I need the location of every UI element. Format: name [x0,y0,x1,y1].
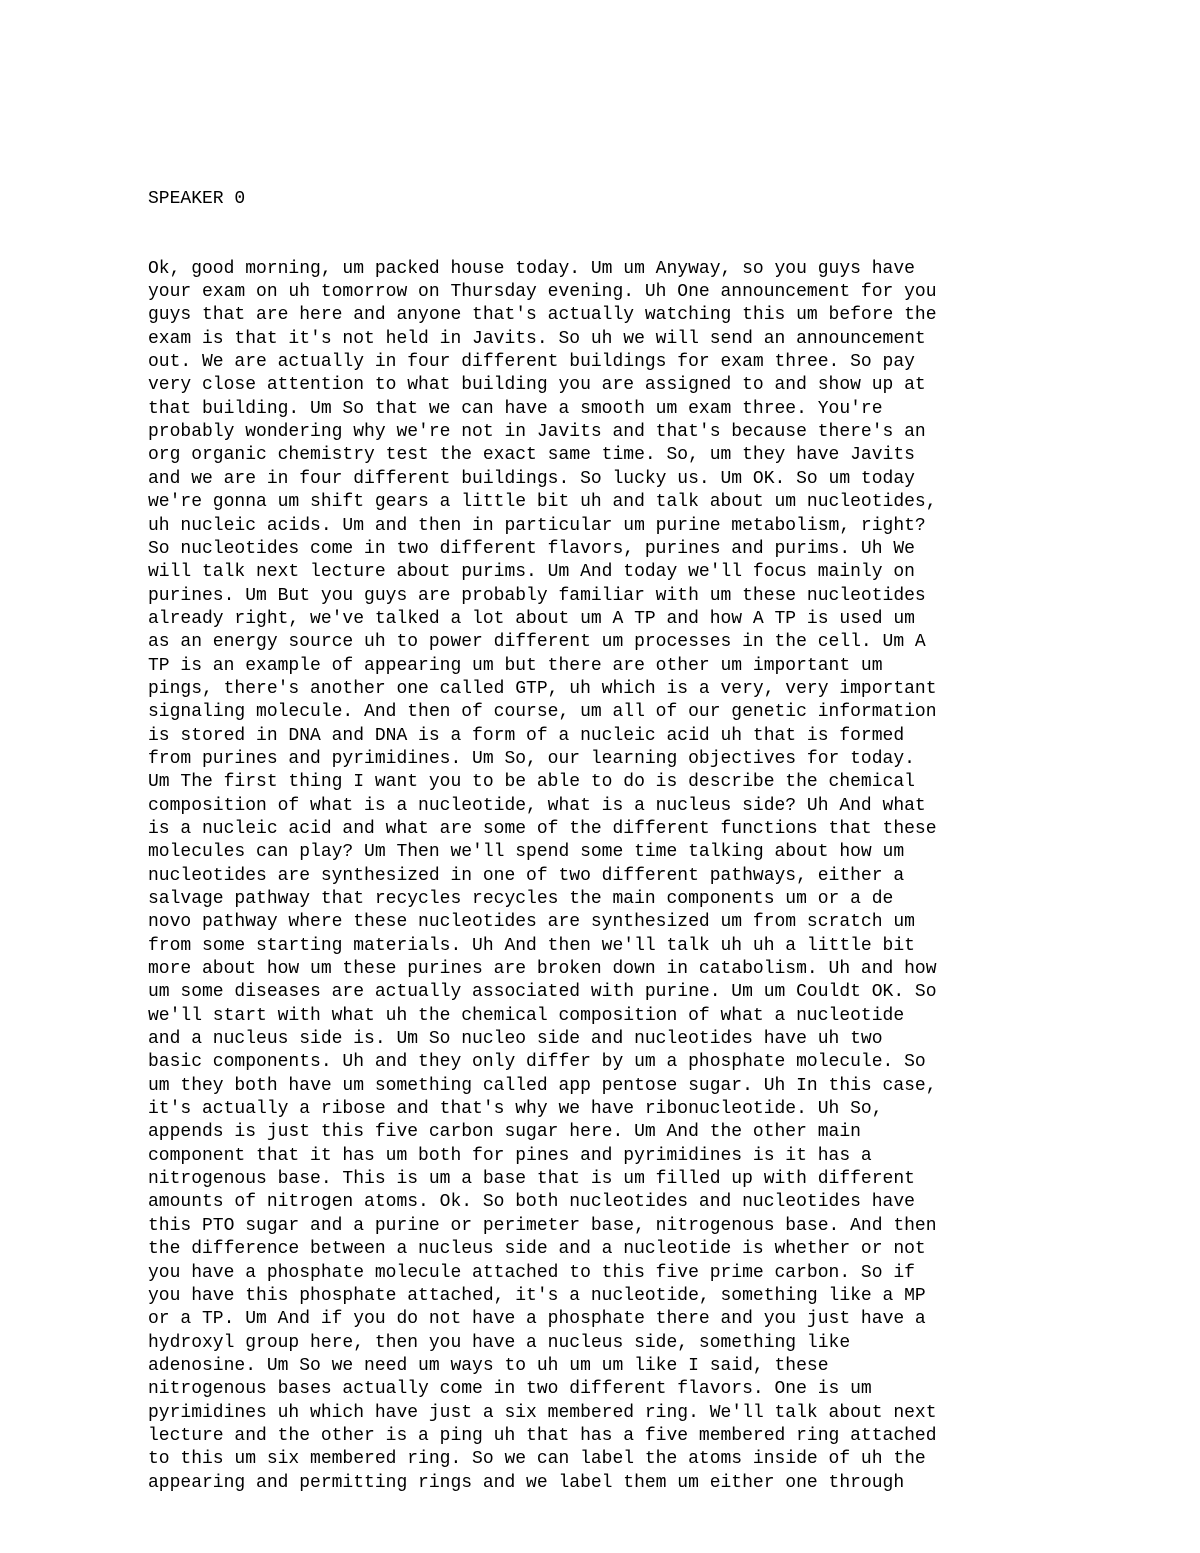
transcript-line: exam is that it's not held in Javits. So uh we will send an announcement [148,328,926,349]
transcript-line: nitrogenous bases actually come in two different flavors. One is um [148,1379,872,1400]
transcript-line: purines. Um But you guys are probably familiar with um these nucleotides [148,585,926,606]
transcript-line: out. We are actually in four different buildings for exam three. So pay [148,352,915,373]
transcript-line: component that it has um both for pines and pyrimidines is it has a [148,1145,872,1166]
transcript-line: the difference between a nucleus side and a nucleotide is whether or not [148,1239,926,1260]
transcript-line: org organic chemistry test the exact same time. So, um they have Javits [148,445,915,466]
transcript-line: from purines and pyrimidines. Um So, our learning objectives for today. [148,748,915,769]
transcript-lines [148,258,937,1495]
transcript-line: your exam on uh tomorrow on Thursday evening. Uh One announcement for you [148,282,937,303]
transcript-line: lecture and the other is a ping uh that has a five membered ring attached [148,1425,937,1446]
transcript-line: signaling molecule. And then of course, um all of our genetic information [148,702,937,723]
transcript-line: um some diseases are actually associated with purine. Um um Couldt OK. So [148,982,937,1003]
speaker-label: SPEAKER 0 [148,188,246,209]
transcript-line: more about how um these purines are broken down in catabolism. Uh and how [148,959,937,980]
transcript-line: molecules can play? Um Then we'll spend some time talking about how um [148,842,905,863]
transcript-line: we're gonna um shift gears a little bit uh and talk about um nucleotides, [148,492,937,513]
transcript-line: novo pathway where these nucleotides are synthesized um from scratch um [148,912,915,933]
transcript-line: as an energy source uh to power different um processes in the cell. Um A [148,632,926,653]
transcript-line: probably wondering why we're not in Javits and that's because there's an [148,422,926,443]
transcript-line: will talk next lecture about purims. Um And today we'll focus mainly on [148,562,915,583]
transcript-line: salvage pathway that recycles recycles the main components um or a de [148,889,894,909]
transcript-line: amounts of nitrogen atoms. Ok. So both nucleotides and nucleotides have [148,1192,915,1213]
transcript-line: or a TP. Um And if you do not have a phosphate there and you just have a [148,1309,926,1330]
transcript-line: that building. Um So that we can have a smooth um exam three. You're [148,398,883,419]
transcript-line: this PTO sugar and a purine or perimeter base, nitrogenous base. And then [148,1215,937,1236]
transcript-line: nitrogenous base. This is um a base that is um filled up with different [148,1169,915,1190]
transcript-line: nucleotides are synthesized in one of two different pathways, either a [148,865,905,886]
transcript-line: Um The first thing I want you to be able to do is describe the chemical [148,772,915,793]
transcript-line: and a nucleus side is. Um So nucleo side and nucleotides have uh two [148,1029,883,1050]
transcript-line: appearing and permitting rings and we label them um either one through [148,1472,905,1493]
transcript-line: appends is just this five carbon sugar here. Um And the other main [148,1122,861,1143]
transcript-line: and we are in four different buildings. So lucky us. Um OK. So um today [148,468,915,489]
transcript-line: to this um six membered ring. So we can label the atoms inside of uh the [148,1449,926,1470]
transcript-line: already right, we've talked a lot about um A TP and how A TP is used um [148,608,915,629]
transcript-line: it's actually a ribose and that's why we have ribonucleotide. Uh So, [148,1099,883,1120]
transcript-text [148,141,937,1542]
transcript-line: composition of what is a nucleotide, what is a nucleus side? Uh And what [148,795,926,816]
transcript-line: is stored in DNA and DNA is a form of a nucleic acid uh that is formed [148,725,905,746]
transcript-line: adenosine. Um So we need um ways to uh um um like I said, these [148,1355,829,1376]
transcript-line: Ok, good morning, um packed house today. Um um Anyway, so you guys have [148,258,915,279]
transcript-line: you have this phosphate attached, it's a nucleotide, something like a MP [148,1285,926,1306]
transcript-line: pyrimidines uh which have just a six membered ring. We'll talk about next [148,1402,937,1423]
transcript-line: from some starting materials. Uh And then we'll talk uh uh a little bit [148,935,915,956]
transcript-line: we'll start with what uh the chemical composition of what a nucleotide [148,1005,905,1026]
transcript-line: TP is an example of appearing um but there are other um important um [148,655,883,676]
transcript-line: basic components. Uh and they only differ by um a phosphate molecule. So [148,1052,926,1073]
transcript-line: is a nucleic acid and what are some of the different functions that these [148,818,937,839]
transcript-line: you have a phosphate molecule attached to this five prime carbon. So if [148,1262,915,1283]
transcript-line: pings, there's another one called GTP, uh which is a very, very important [148,678,937,699]
transcript-line: hydroxyl group here, then you have a nucleus side, something like [148,1332,851,1353]
transcript-line: guys that are here and anyone that's actually watching this um before the [148,305,937,326]
transcript-line: very close attention to what building you are assigned to and show up at [148,375,926,396]
transcript-line: So nucleotides come in two different flavors, purines and purims. Uh We [148,538,915,559]
transcript-line: um they both have um something called app pentose sugar. Uh In this case, [148,1075,937,1096]
transcript-line: uh nucleic acids. Um and then in particular um purine metabolism, right? [148,515,926,536]
